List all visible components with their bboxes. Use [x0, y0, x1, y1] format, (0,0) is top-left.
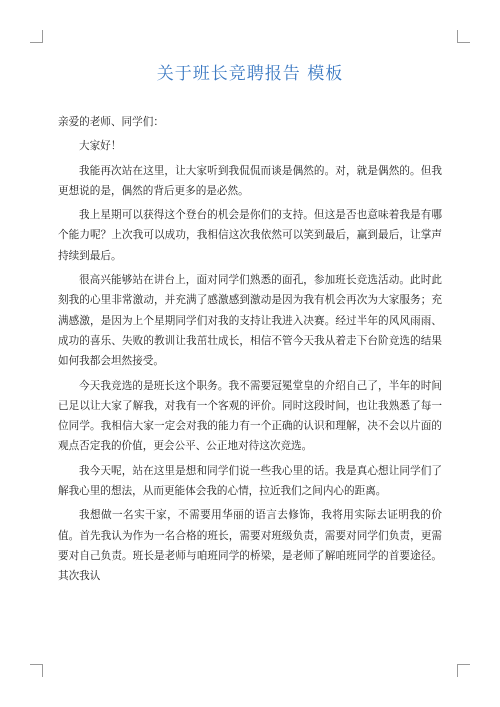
document-body [58, 112, 442, 591]
paragraph-2: 我上星期可以获得这个登台的机会是你们的支持。但这是否也意味着我是有哪个能力呢？上次我可以成功，我相信这次我依然可以笑到最后，赢到最后，让掌声持续到最后。 [58, 209, 442, 262]
crop-mark-top-left [30, 30, 43, 43]
paragraph-5: 我今天呢，站在这里是想和同学们说一些我心里的话。我是真心想让同学们了解我心里的想法，从而更能体会我的心情，拉近我们之间内心的距离。 [58, 464, 442, 498]
paragraph-6: 我想做一名实干家，不需要用华丽的语言去修饰，我将用实际去证明我的价值。首先我认为作为一名合格的班长，需要对班级负责，需要对同学们负责，更需要对自己负责。班长是老师与咱班同学的桥梁，是老师了解咱班同学的首要途径。其次我认 [58, 509, 442, 583]
crop-mark-bottom-right [457, 664, 470, 677]
paragraph-1: 我能再次站在这里，让大家听到我侃侃而谈是偶然的。对，就是偶然的。但我更想说的是，偶然的背后更多的是必然。 [58, 164, 442, 197]
crop-mark-bottom-left [30, 664, 43, 677]
greeting-line: 亲爱的老师、同学们： [58, 116, 164, 128]
paragraph-3: 很高兴能够站在讲台上，面对同学们熟悉的面孔，参加班长竞选活动。此时此刻我的心里非常激动，并充满了感激感到激动是因为我有机会再次为大家服务；充满感激，是因为上个星期同学们对我的支持让我进入决赛。经过半年的风风雨雨、成功的喜乐、失败的教训让我茁壮成长，相信不管今天我从着走下台阶竞选的结果如何我都会坦然接受。 [58, 274, 442, 368]
salutation-line: 大家好！ [79, 140, 122, 153]
document-title: 关于班长竞聘报告 模板 [156, 64, 344, 84]
paragraph-4: 今天我竞选的是班长这个职务。我不需要冠冕堂皇的介绍自己了，半年的时间已足以让大家了解我，对我有一个客观的评价。同时这段时间，也让我熟悉了每一位同学。我相信大家一定会对我的能力有一个正确的认识和理解，决不会以片面的观点否定我的价值，更会公平、公正地对待这次竞选。 [58, 379, 442, 453]
crop-mark-top-right [457, 30, 470, 43]
